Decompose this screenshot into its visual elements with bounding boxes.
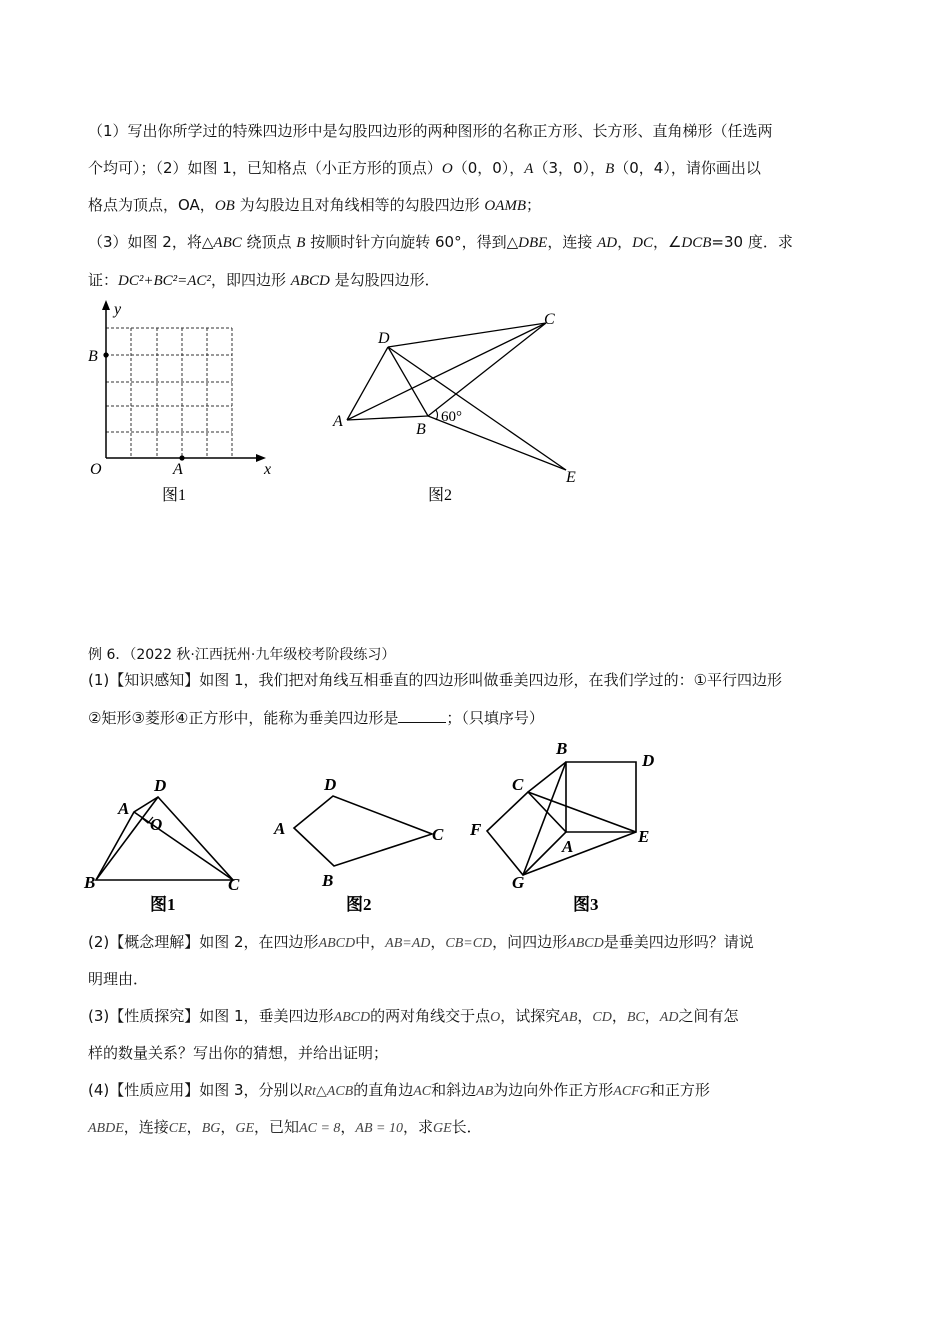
caption-figC: 图3: [573, 895, 599, 914]
q4-line1: (4)【性质应用】如图 3，分别以Rt△ACB的直角边AC和斜边AB为边向外作正方形ACFG和正方形: [88, 1081, 710, 1099]
answer-blank[interactable]: [398, 708, 446, 723]
label-B: B: [416, 421, 426, 438]
angle-60: 60°: [441, 409, 462, 425]
label-B: B: [322, 871, 334, 890]
caption-figA: 图1: [150, 895, 176, 914]
label-A: A: [562, 837, 574, 856]
caption-fig1: 图1: [162, 487, 187, 504]
label-C: C: [544, 311, 555, 328]
label-A: A: [333, 413, 343, 430]
y-axis-arrow: [102, 300, 110, 310]
p5-line1: （1）写出你所学过的特殊四边形中是勾股四边形的两种图形的名称正方形、长方形、直角梯形（任选两: [88, 122, 773, 140]
label-C: C: [512, 775, 524, 794]
label-B: B: [556, 739, 568, 758]
q3-line2: 样的数量关系？写出你的猜想，并给出证明；: [88, 1044, 389, 1062]
label-O: O: [150, 815, 163, 834]
q2-line2: 明理由．: [88, 970, 149, 988]
p5-line3: 格点为顶点，OA，OB 为勾股边且对角线相等的勾股四边形 OAMB；: [88, 196, 542, 214]
p5-line2: 个均可）；（2）如图 1，已知格点（小正方形的顶点）O（0，0），A（3，0），B（0，4），请你画出以: [88, 159, 761, 177]
figure-B-kite: [268, 772, 458, 922]
point-A: [179, 455, 184, 460]
q3-line1: (3)【性质探究】如图 1，垂美四边形ABCD的两对角线交于点O，试探究AB，CD，BC，AD之间有怎: [88, 1007, 739, 1025]
label-x: x: [264, 461, 272, 478]
q4-line2: ABDE，连接CE，BG，GE，已知AC = 8，AB = 10，求GE长．: [88, 1118, 482, 1136]
point-B: [103, 352, 108, 357]
q1-line2: ②矩形③菱形④正方形中，能称为垂美四边形是 ；（只填序号）: [88, 709, 544, 727]
label-G: G: [512, 873, 525, 892]
p5-line4: （3）如图 2，将△ABC 绕顶点 B 按顺时针方向旋转 60°，得到△DBE，连接 AD，DC，∠DCB=30 度．求: [88, 233, 793, 251]
label-D: D: [378, 330, 390, 347]
figure-1-grid: [80, 296, 290, 506]
q2-line1: (2)【概念理解】如图 2，在四边形ABCD中，AB=AD，CB=CD，问四边形ABCD是垂美四边形吗？请说: [88, 933, 754, 951]
label-O: O: [90, 461, 102, 478]
angle-arc: [436, 410, 438, 420]
label-A: A: [118, 799, 130, 818]
label-D: D: [324, 775, 337, 794]
label-B: B: [84, 873, 96, 892]
caption-figB: 图2: [346, 895, 372, 914]
label-A: A: [173, 461, 183, 478]
label-C: C: [432, 825, 444, 844]
figure-C-squares: [462, 738, 702, 923]
label-D: D: [642, 751, 655, 770]
grid-dashed: [106, 328, 232, 458]
label-E: E: [566, 469, 576, 486]
label-A: A: [274, 819, 286, 838]
label-B: B: [88, 348, 98, 365]
label-D: D: [154, 776, 167, 795]
p5-line5: 证：DC²+BC²=AC²，即四边形 ABCD 是勾股四边形．: [88, 271, 440, 289]
label-y: y: [114, 301, 122, 318]
example6-title: 例 6．（2022 秋·江西抚州·九年级校考阶段练习）: [88, 647, 396, 663]
label-F: F: [470, 820, 482, 839]
label-E: E: [638, 827, 650, 846]
figure-A-perp-quad: [80, 772, 260, 922]
figure-2-rotation: [330, 300, 590, 510]
caption-fig2: 图2: [428, 487, 453, 504]
q1-line1: (1)【知识感知】如图 1，我们把对角线互相垂直的四边形叫做垂美四边形，在我们学过的：①平行四边形: [88, 671, 783, 689]
label-C: C: [228, 875, 240, 894]
